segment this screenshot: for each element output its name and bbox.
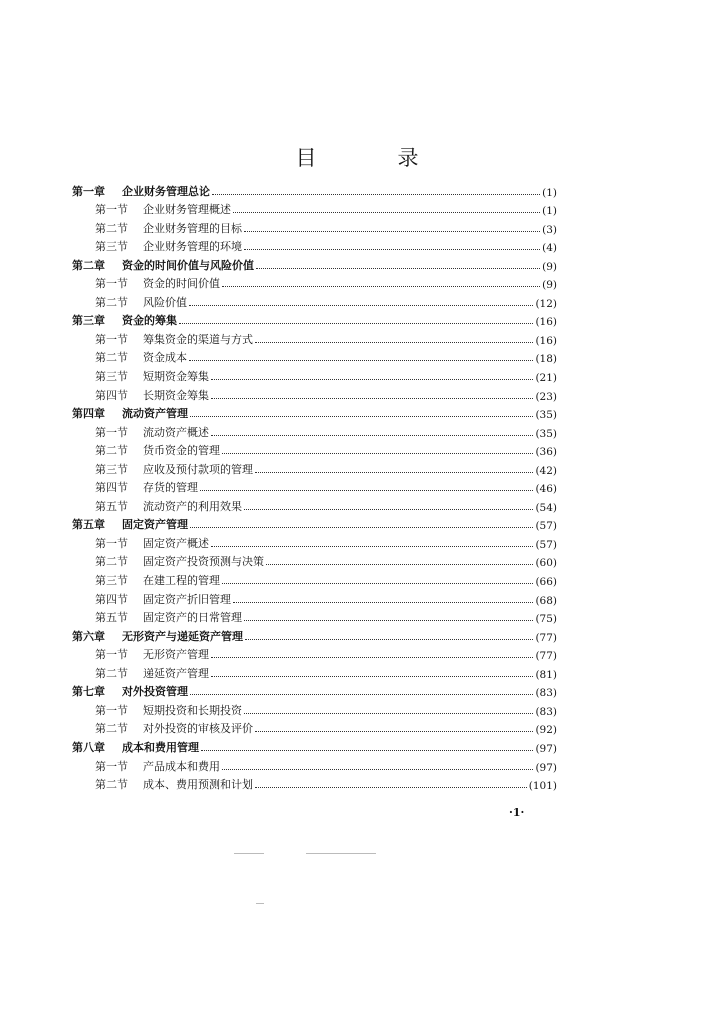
toc-entry-page: (42) — [535, 464, 557, 477]
toc-entry-number: 第一节 — [95, 648, 128, 662]
toc-entry-page: (92) — [535, 724, 557, 737]
toc-entry-title: 固定资产折旧管理 — [143, 592, 231, 606]
toc-entry-title: 递延资产管理 — [143, 666, 209, 680]
toc-entry-title: 流动资产概述 — [143, 425, 209, 439]
toc-entry-page: (83) — [535, 687, 557, 700]
toc-entry-number: 第六章 — [72, 629, 105, 643]
toc-section-entry — [72, 699, 557, 718]
toc-entry-number: 第五章 — [72, 518, 105, 532]
toc-section-entry — [72, 495, 557, 514]
scan-mark — [256, 903, 264, 904]
toc-entry-number: 第五节 — [95, 499, 128, 513]
toc-entry-title: 流动资产的利用效果 — [143, 499, 242, 513]
toc-section-entry — [72, 718, 557, 737]
toc-entry-number: 第七章 — [72, 685, 105, 699]
toc-entry-number: 第一节 — [95, 703, 128, 717]
toc-entry-title: 对外投资的审核及评价 — [143, 722, 253, 736]
toc-entry-number: 第三章 — [72, 314, 105, 328]
toc-entry-title: 在建工程的管理 — [143, 574, 220, 588]
dot-leader — [244, 713, 533, 714]
toc-chapter-entry — [72, 180, 557, 199]
toc-entry-number: 第四节 — [95, 481, 128, 495]
toc-chapter-entry — [72, 514, 557, 533]
toc-entry-page: (12) — [535, 297, 557, 310]
toc-entry-title: 筹集资金的渠道与方式 — [143, 332, 253, 346]
dot-leader — [233, 602, 533, 603]
dot-leader — [255, 731, 533, 732]
toc-entry-title: 长期资金筹集 — [143, 388, 209, 402]
toc-section-entry — [72, 644, 557, 663]
toc-entry-title: 企业财务管理的环境 — [143, 240, 242, 254]
toc-entry-title: 短期资金筹集 — [143, 370, 209, 384]
toc-chapter-entry — [72, 625, 557, 644]
toc-entry-number: 第一节 — [95, 203, 128, 217]
toc-entry-number: 第一节 — [95, 277, 128, 291]
page-title: 目 录 — [295, 146, 449, 170]
dot-leader — [200, 490, 533, 491]
toc-section-entry — [72, 291, 557, 310]
dot-leader — [211, 379, 533, 380]
toc-entry-page: (35) — [535, 427, 557, 440]
toc-entry-number: 第八章 — [72, 740, 105, 754]
toc-entry-number: 第一节 — [95, 759, 128, 773]
toc-entry-title: 企业财务管理概述 — [143, 203, 231, 217]
toc-entry-title: 短期投资和长期投资 — [143, 703, 242, 717]
toc-entry-page: (57) — [535, 520, 557, 533]
toc-entry-number: 第四节 — [95, 592, 128, 606]
toc-entry-page: (4) — [542, 242, 557, 255]
dot-leader — [189, 305, 533, 306]
page-number: ·1· — [509, 806, 525, 819]
toc-entry-title: 固定资产概述 — [143, 536, 209, 550]
toc-section-entry — [72, 569, 557, 588]
toc-entry-page: (16) — [535, 316, 557, 329]
toc-entry-number: 第一章 — [72, 184, 105, 198]
toc-entry-title: 企业财务管理总论 — [122, 184, 210, 198]
toc-entry-number: 第一节 — [95, 332, 128, 346]
toc-entry-title: 资金的时间价值与风险价值 — [122, 258, 254, 272]
toc-entry-number: 第五节 — [95, 611, 128, 625]
toc-section-entry — [72, 236, 557, 255]
toc-entry-page: (9) — [542, 260, 557, 273]
toc-entry-page: (101) — [528, 780, 557, 793]
toc-section-entry — [72, 774, 557, 793]
toc-entry-title: 企业财务管理的目标 — [143, 221, 242, 235]
toc-entry-page: (83) — [535, 705, 557, 718]
toc-entry-number: 第三节 — [95, 370, 128, 384]
toc-entry-title: 成本、费用预测和计划 — [143, 778, 253, 792]
dot-leader — [201, 750, 533, 751]
toc-chapter-entry — [72, 310, 557, 329]
dot-leader — [233, 212, 540, 213]
toc-entry-page: (97) — [535, 761, 557, 774]
toc-entry-page: (9) — [542, 279, 557, 292]
dot-leader — [190, 694, 533, 695]
toc-entry-title: 货币资金的管理 — [143, 444, 220, 458]
dot-leader — [179, 323, 533, 324]
toc-entry-page: (23) — [535, 390, 557, 403]
toc-entry-number: 第二节 — [95, 351, 128, 365]
dot-leader — [244, 620, 533, 621]
toc-entry-page: (81) — [535, 668, 557, 681]
toc-entry-page: (66) — [535, 576, 557, 589]
toc-entry-title: 风险价值 — [143, 295, 187, 309]
dot-leader — [222, 453, 533, 454]
dot-leader — [222, 769, 533, 770]
dot-leader — [244, 509, 533, 510]
toc-entry-title: 固定资产投资预测与决策 — [143, 555, 264, 569]
toc-entry-number: 第二章 — [72, 258, 105, 272]
dot-leader — [266, 564, 533, 565]
dot-leader — [189, 360, 533, 361]
toc-entry-title: 成本和费用管理 — [122, 740, 199, 754]
toc-entry-number: 第二节 — [95, 295, 128, 309]
dot-leader — [212, 194, 540, 195]
toc-entry-number: 第二节 — [95, 444, 128, 458]
dot-leader — [190, 527, 533, 528]
toc-entry-number: 第四章 — [72, 407, 105, 421]
toc-entry-page: (36) — [535, 446, 557, 459]
toc-entry-page: (1) — [542, 186, 557, 199]
toc-section-entry — [72, 532, 557, 551]
toc-entry-page: (21) — [535, 372, 557, 385]
toc-section-entry — [72, 217, 557, 236]
toc-entry-title: 应收及预付款项的管理 — [143, 462, 253, 476]
toc-entry-title: 资金的筹集 — [122, 314, 177, 328]
dot-leader — [211, 546, 533, 547]
toc-section-entry — [72, 477, 557, 496]
toc-entry-page: (77) — [535, 631, 557, 644]
toc-entry-title: 产品成本和费用 — [143, 759, 220, 773]
toc-entry-number: 第二节 — [95, 555, 128, 569]
toc-chapter-entry — [72, 736, 557, 755]
dot-leader — [190, 416, 533, 417]
toc-entry-number: 第三节 — [95, 574, 128, 588]
toc-entry-number: 第四节 — [95, 388, 128, 402]
toc-entry-page: (60) — [535, 557, 557, 570]
dot-leader — [211, 676, 533, 677]
toc-entry-title: 资金成本 — [143, 351, 187, 365]
dot-leader — [244, 249, 540, 250]
toc-chapter-entry — [72, 681, 557, 700]
toc-entry-page: (68) — [535, 594, 557, 607]
scan-mark — [234, 853, 264, 854]
toc-entry-page: (75) — [535, 613, 557, 626]
toc-section-entry — [72, 440, 557, 459]
dot-leader — [211, 398, 533, 399]
toc-section-entry — [72, 347, 557, 366]
toc-entry-page: (1) — [542, 205, 557, 218]
toc-section-entry — [72, 551, 557, 570]
toc-entry-page: (54) — [535, 501, 557, 514]
table-of-contents — [72, 180, 557, 792]
dot-leader — [255, 472, 533, 473]
dot-leader — [255, 342, 533, 343]
toc-entry-title: 无形资产管理 — [143, 648, 209, 662]
toc-entry-page: (3) — [542, 223, 557, 236]
toc-entry-number: 第二节 — [95, 666, 128, 680]
toc-section-entry — [72, 199, 557, 218]
toc-entry-page: (77) — [535, 650, 557, 663]
toc-entry-page: (35) — [535, 409, 557, 422]
toc-entry-number: 第二节 — [95, 221, 128, 235]
toc-entry-page: (57) — [535, 538, 557, 551]
dot-leader — [256, 268, 540, 269]
toc-entry-title: 对外投资管理 — [122, 685, 188, 699]
toc-section-entry — [72, 458, 557, 477]
toc-entry-number: 第二节 — [95, 778, 128, 792]
toc-chapter-entry — [72, 403, 557, 422]
dot-leader — [255, 787, 527, 788]
toc-entry-title: 资金的时间价值 — [143, 277, 220, 291]
toc-entry-title: 固定资产管理 — [122, 518, 188, 532]
scan-mark — [306, 853, 376, 854]
dot-leader — [222, 583, 533, 584]
toc-section-entry — [72, 328, 557, 347]
toc-entry-number: 第二节 — [95, 722, 128, 736]
toc-chapter-entry — [72, 254, 557, 273]
dot-leader — [211, 435, 533, 436]
toc-entry-number: 第一节 — [95, 425, 128, 439]
toc-entry-title: 固定资产的日常管理 — [143, 611, 242, 625]
toc-section-entry — [72, 384, 557, 403]
toc-entry-page: (18) — [535, 353, 557, 366]
dot-leader — [211, 657, 533, 658]
toc-entry-title: 无形资产与递延资产管理 — [122, 629, 243, 643]
dot-leader — [245, 639, 533, 640]
toc-entry-title: 流动资产管理 — [122, 407, 188, 421]
toc-section-entry — [72, 662, 557, 681]
toc-section-entry — [72, 273, 557, 292]
toc-entry-number: 第三节 — [95, 462, 128, 476]
toc-entry-page: (46) — [535, 483, 557, 496]
toc-entry-number: 第三节 — [95, 240, 128, 254]
toc-entry-page: (97) — [535, 742, 557, 755]
toc-entry-number: 第一节 — [95, 536, 128, 550]
toc-section-entry — [72, 421, 557, 440]
toc-entry-page: (16) — [535, 334, 557, 347]
toc-section-entry — [72, 755, 557, 774]
toc-section-entry — [72, 365, 557, 384]
toc-section-entry — [72, 588, 557, 607]
toc-entry-title: 存货的管理 — [143, 481, 198, 495]
dot-leader — [244, 231, 540, 232]
toc-section-entry — [72, 607, 557, 626]
dot-leader — [222, 286, 540, 287]
